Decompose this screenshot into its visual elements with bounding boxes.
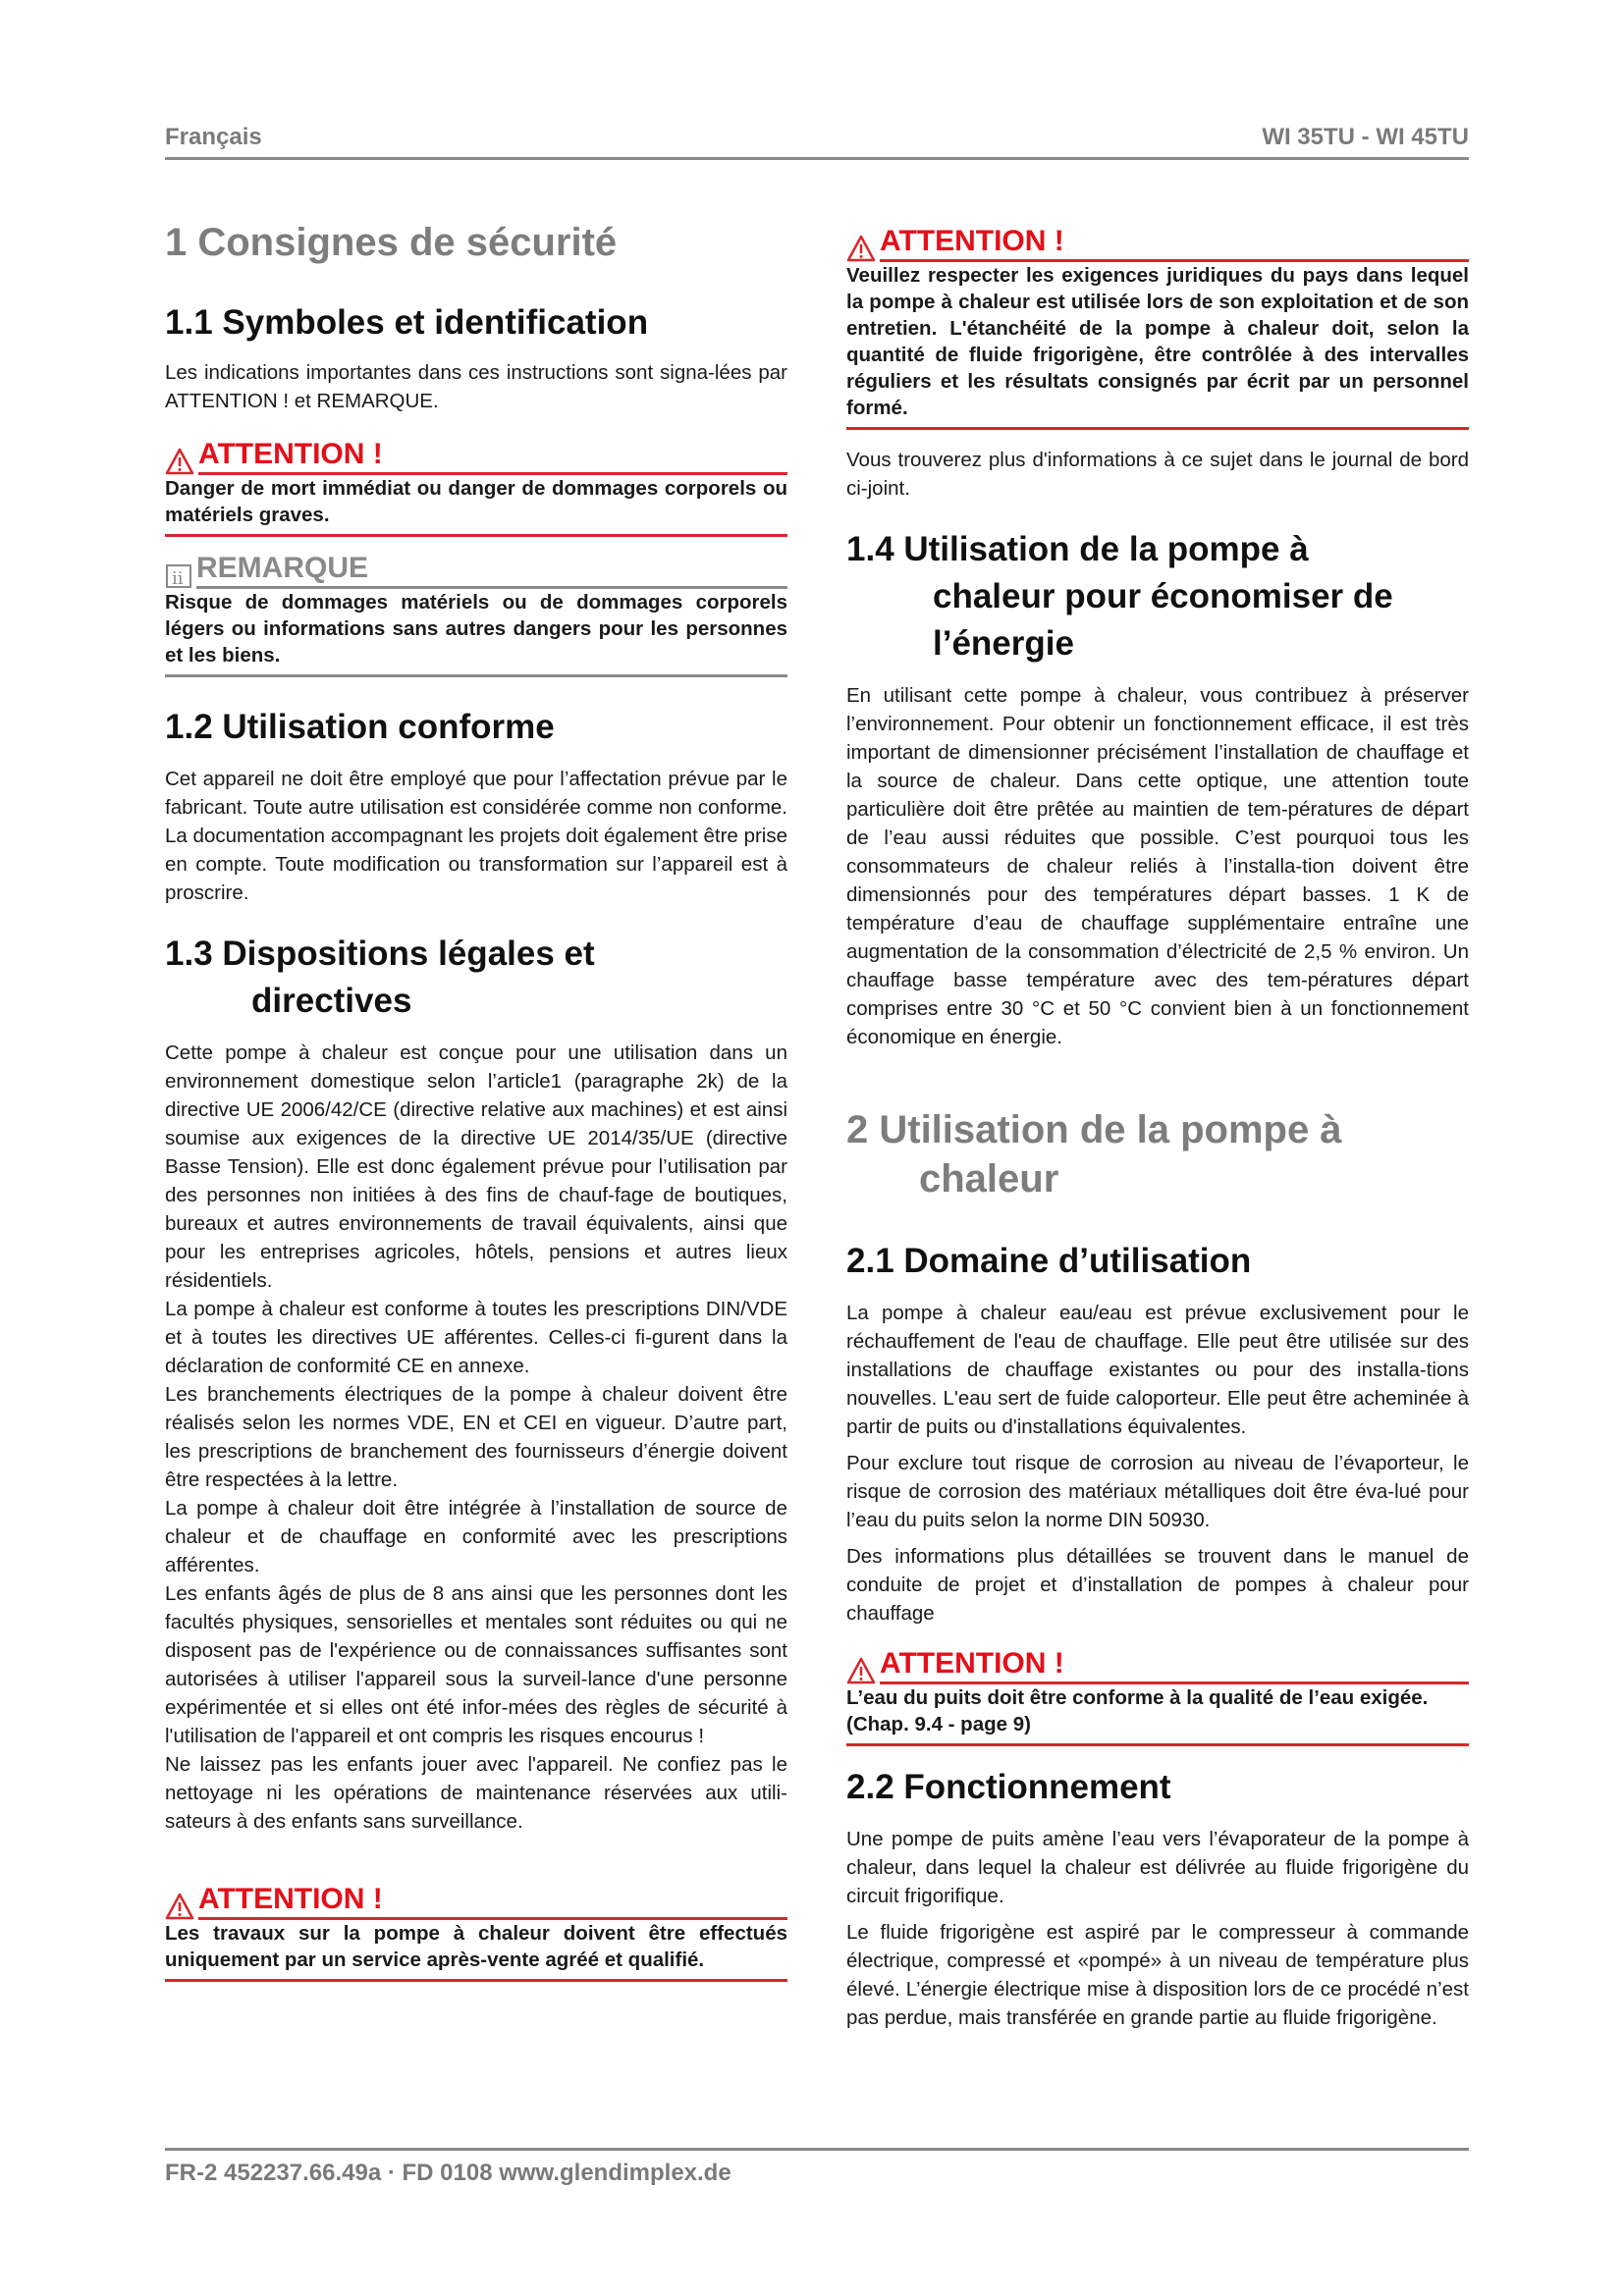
remarque-title: REMARQUE (196, 552, 787, 589)
section-2-2-title: 2.2 Fonctionnement (846, 1768, 1171, 1806)
paragraph: Le fluide frigorigène est aspiré par le compresseur à commande électrique, compressé et «pompé» à un niveau de température plus élevé. L’énergie électrique mise à disposition lors de ce procédé n’est pas perdue, mais transférée en grande partie au fluide frigorigène. (846, 1921, 1469, 2029)
section-2-1-title: 2.1 Domaine d’utilisation (846, 1242, 1252, 1280)
section-1-4-title (846, 526, 1469, 667)
paragraph: Une pompe de puits amène l’eau vers l’évaporateur de la pompe à chaleur, dans lequel la chaleur est délivrée au fluide frigorigène du circuit frigorifique. (846, 1828, 1469, 1907)
warning-icon (846, 1657, 876, 1684)
section-1-title: 1 Consignes de sécurité (165, 221, 618, 264)
section-1-2 (165, 704, 787, 907)
attention-box-3 (846, 225, 1469, 430)
section-1-1-title: 1.1 Symboles et identification (165, 303, 649, 342)
section-1-3-title (165, 931, 787, 1025)
paragraph: La pompe à chaleur est conforme à toutes les prescriptions DIN/VDE et à toutes les directives UE afférentes. Celles-ci fi-gurent dans la déclaration de conformité CE en annexe. (165, 1298, 787, 1377)
section-1-1 (165, 299, 787, 415)
section-1-1-text: Les indications importantes dans ces instructions sont signa-lées par ATTENTION ! et REMARQUE. (165, 361, 787, 412)
attention-title: ATTENTION ! (198, 438, 787, 475)
section-1-2-title: 1.2 Utilisation conforme (165, 708, 555, 746)
remarque-box (165, 552, 787, 677)
section-1-3 (165, 931, 787, 1836)
section-1-4-text: En utilisant cette pompe à chaleur, vous contribuez à préserver l’environnement. Pour obtenir un fonctionnement efficace, il est très important de dimensionner précisément l’installation de chauffage et la source de chaleur. Dans cette optique, une attention toute particulière doit être prêtée au maintien de tem-pératures de départ de l’eau aussi réduites que possible. C’est pourquoi tous les consommateurs de chaleur reliés à l’installa-tion doivent être dimensionnés pour des températures départ basses. 1 K de température d’eau de chauffage supplémentaire entraîne une augmentation de la consommation d’électricité de 2,5 % environ. Un chauffage basse température avec des tem-pératures départ comprises entre 30 °C et 50 °C convient bien à un fonctionnement économique en énergie. (846, 684, 1469, 1048)
paragraph: La pompe à chaleur eau/eau est prévue exclusivement pour le réchauffement de l'eau de chauffage. Elle peut être utilisée sur des installations de chauffage existantes ou pour des installa-tions nouvelles. L'eau sert de fuide caloporteur. Elle peut être acheminée à partir de puits ou d'installations équivalentes. (846, 1302, 1469, 1438)
attention-text: L’eau du puits doit être conforme à la qualité de l’eau exigée. (Chap. 9.4 - page 9) (846, 1684, 1469, 1746)
footer-text: FR-2 452237.66.49a · FD 0108 www.glendimplex.de (165, 2160, 731, 2186)
attention-text: Danger de mort immédiat ou danger de dommages corporels ou matériels graves. (165, 475, 787, 537)
header-language: Français (165, 124, 262, 150)
warning-icon (165, 448, 194, 475)
attention-title: ATTENTION ! (880, 225, 1469, 262)
warning-icon (165, 1893, 194, 1920)
paragraph: Des informations plus détaillées se trouvent dans le manuel de conduite de projet et d’installation de pompes à chaleur pour chauffage (846, 1545, 1469, 1625)
attention-box-2 (165, 1883, 787, 1982)
paragraph: Pour exclure tout risque de corrosion au niveau de l’évaporteur, le risque de corrosion des matériaux métalliques doit être éva-lué pour l’eau du puits selon la norme DIN 50930. (846, 1452, 1469, 1531)
warning-icon (846, 235, 876, 262)
paragraph: Les enfants âgés de plus de 8 ans ainsi que les personnes dont les facultés physiques, sensorielles et mentales sont réduites ou qui ne disposent pas de l'expérience ou de connaissances suffisantes sont autorisées à utiliser l'appareil sous la surveil-lance d'une personne expérimentée et si elles ont été infor-mées des règles de sécurité à l'utilisation de l'appareil et ont compris les risques encourus ! (165, 1582, 787, 1747)
info-text: Vous trouverez plus d'informations à ce sujet dans le journal de bord ci-joint. (846, 449, 1469, 500)
attention-box-1 (165, 438, 787, 537)
title-line: chaleur (919, 1157, 1059, 1201)
svg-text:ii: ii (172, 568, 184, 589)
section-2-2 (846, 1764, 1469, 2032)
remarque-text: Risque de dommages matériels ou de dommages corporels légers ou informations sans autres dangers pour les personnes et les biens. (165, 589, 787, 677)
attention-title: ATTENTION ! (880, 1647, 1469, 1684)
title-line: 1.3 Dispositions légales et (165, 934, 595, 973)
title-line: directives (251, 982, 412, 1020)
attention-box-4 (846, 1647, 1469, 1746)
section-2-1 (846, 1238, 1469, 1628)
paragraph: Les branchements électriques de la pompe à chaleur doivent être réalisés selon les normes VDE, EN et CEI en vigueur. D’autre part, les prescriptions de branchement des fournisseurs d’énergie doivent être respectées à la lettre. (165, 1383, 787, 1491)
title-line: 2 Utilisation de la pompe à (846, 1108, 1342, 1151)
title-line: 1.4 Utilisation de la pompe à (846, 530, 1309, 568)
attention-title: ATTENTION ! (198, 1883, 787, 1920)
title-line: l’énergie (933, 624, 1074, 663)
footer-rule (165, 2148, 1469, 2151)
info-icon (165, 561, 194, 589)
title-line: chaleur pour économiser de (933, 577, 1393, 615)
section-1-2-text: Cet appareil ne doit être employé que pour l’affectation prévue par le fabricant. Toute autre utilisation est considérée comme non conforme. La documentation accompagnant les projets doit également être prise en compte. Toute modification ou transformation sur l’appareil est à proscrire. (165, 768, 787, 904)
section-1-4 (846, 526, 1469, 1051)
header-rule (165, 157, 1469, 160)
section-2-title (846, 1105, 1469, 1203)
paragraph: Cette pompe à chaleur est conçue pour une utilisation dans un environnement domestique selon l’article1 (paragraphe 2k) de la directive UE 2006/42/CE (directive relative aux machines) et est ainsi soumise aux exigences de la directive UE 2014/35/UE (directive Basse Tension). Elle est donc également prévue pour l’utilisation par des personnes non initiées à des fins de chauf-fage de boutiques, bureaux et autres environnements de travail équivalents, ainsi que pour les entreprises agricoles, hôtels, pensions et autres lieux résidentiels. (165, 1041, 787, 1292)
paragraph: Ne laissez pas les enfants jouer avec l'appareil. Ne confiez pas le nettoyage ni les opérations de maintenance réservées aux utili-sateurs à des enfants sans surveillance. (165, 1753, 787, 1833)
header-model: WI 35TU - WI 45TU (1262, 124, 1469, 150)
paragraph: La pompe à chaleur doit être intégrée à l’installation de source de chaleur et de chauffage en conformité avec les prescriptions afférentes. (165, 1497, 787, 1576)
attention-text: Veuillez respecter les exigences juridiques du pays dans lequel la pompe à chaleur est utilisée lors de son exploitation et de son entretien. L'étanchéité de la pompe à chaleur doit, selon la quantité de fluide frigorigène, être contrôlée à des intervalles réguliers et les résultats consignés par écrit par un personnel formé. (846, 262, 1469, 430)
attention-text: Les travaux sur la pompe à chaleur doivent être effectués uniquement par un service après-vente agréé et qualifié. (165, 1920, 787, 1982)
